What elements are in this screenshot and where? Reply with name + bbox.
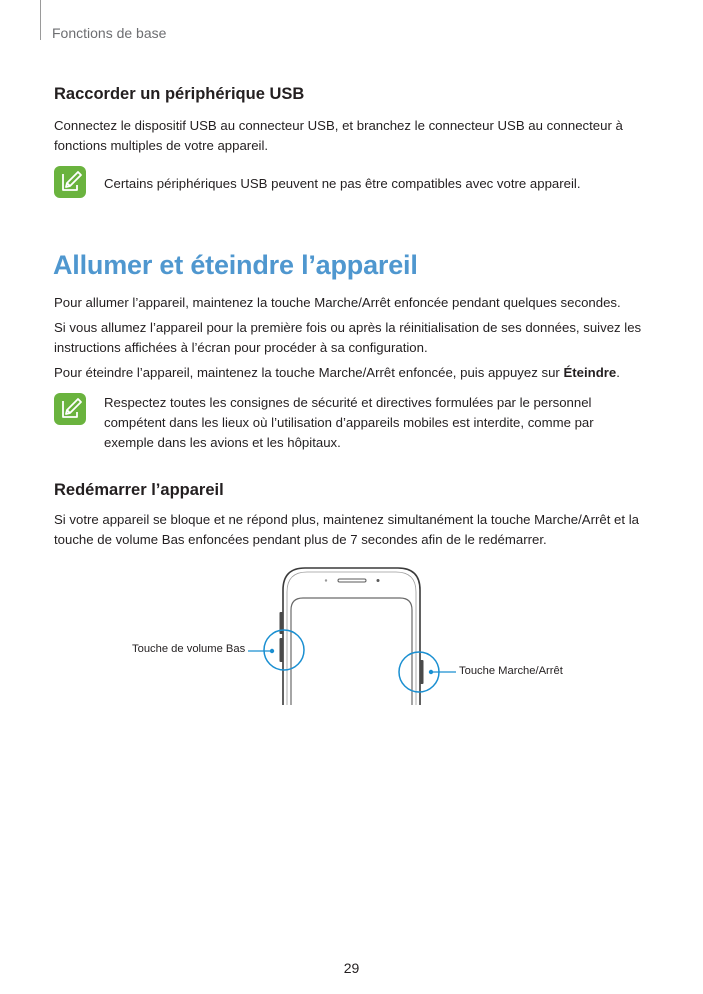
- power-para-2: Si vous allumez l’appareil pour la première fois ou après la réinitialisation de ses données, suivez les instructions affichées à l’écran pour procéder à sa configuration.: [54, 320, 642, 355]
- power-para-3: [54, 363, 654, 383]
- power-para-3-suffix: .: [616, 365, 620, 380]
- restart-body: Si votre appareil se bloque et ne répond plus, maintenez simultanément la touche Marche/Arrêt et la touche de volume Bas enfoncées pendant plus de 7 secondes afin de le redémarrer.: [54, 512, 639, 547]
- header-title: Fonctions de base: [52, 25, 167, 41]
- power-para-3-prefix: Pour éteindre l’appareil, maintenez la touche Marche/Arrêt enfoncée, puis appuyez sur: [54, 365, 564, 380]
- usb-heading: Raccorder un périphérique USB: [54, 85, 305, 103]
- power-heading: Allumer et éteindre l’appareil: [53, 250, 418, 280]
- phone-illustration: [0, 560, 703, 710]
- restart-heading: Redémarrer l’appareil: [54, 481, 224, 499]
- note-pencil-icon: [54, 393, 86, 425]
- usb-note-text: Certains périphériques USB peuvent ne pas être compatibles avec votre appareil.: [104, 176, 581, 191]
- page-number: 29: [343, 960, 360, 976]
- power-key-label: Touche Marche/Arrêt: [459, 665, 563, 677]
- power-para-1: Pour allumer l’appareil, maintenez la touche Marche/Arrêt enfoncée pendant quelques secondes.: [54, 295, 621, 310]
- eteindre-emphasis: Éteindre: [563, 365, 617, 380]
- usb-body: Connectez le dispositif USB au connecteur USB, et branchez le connecteur USB au connecteur à fonctions multiples de votre appareil.: [54, 118, 623, 153]
- volume-down-label: Touche de volume Bas: [132, 643, 246, 655]
- phone-figure: [0, 560, 703, 710]
- note-pencil-icon: [54, 166, 86, 198]
- power-note-text: Respectez toutes les consignes de sécurité et directives formulées par le personnel compétent dans les lieux où l’utilisation d’appareils mobiles est interdite, comme par exemple dans les avions et les hôpitaux.: [104, 395, 594, 450]
- header-rule: [40, 0, 41, 40]
